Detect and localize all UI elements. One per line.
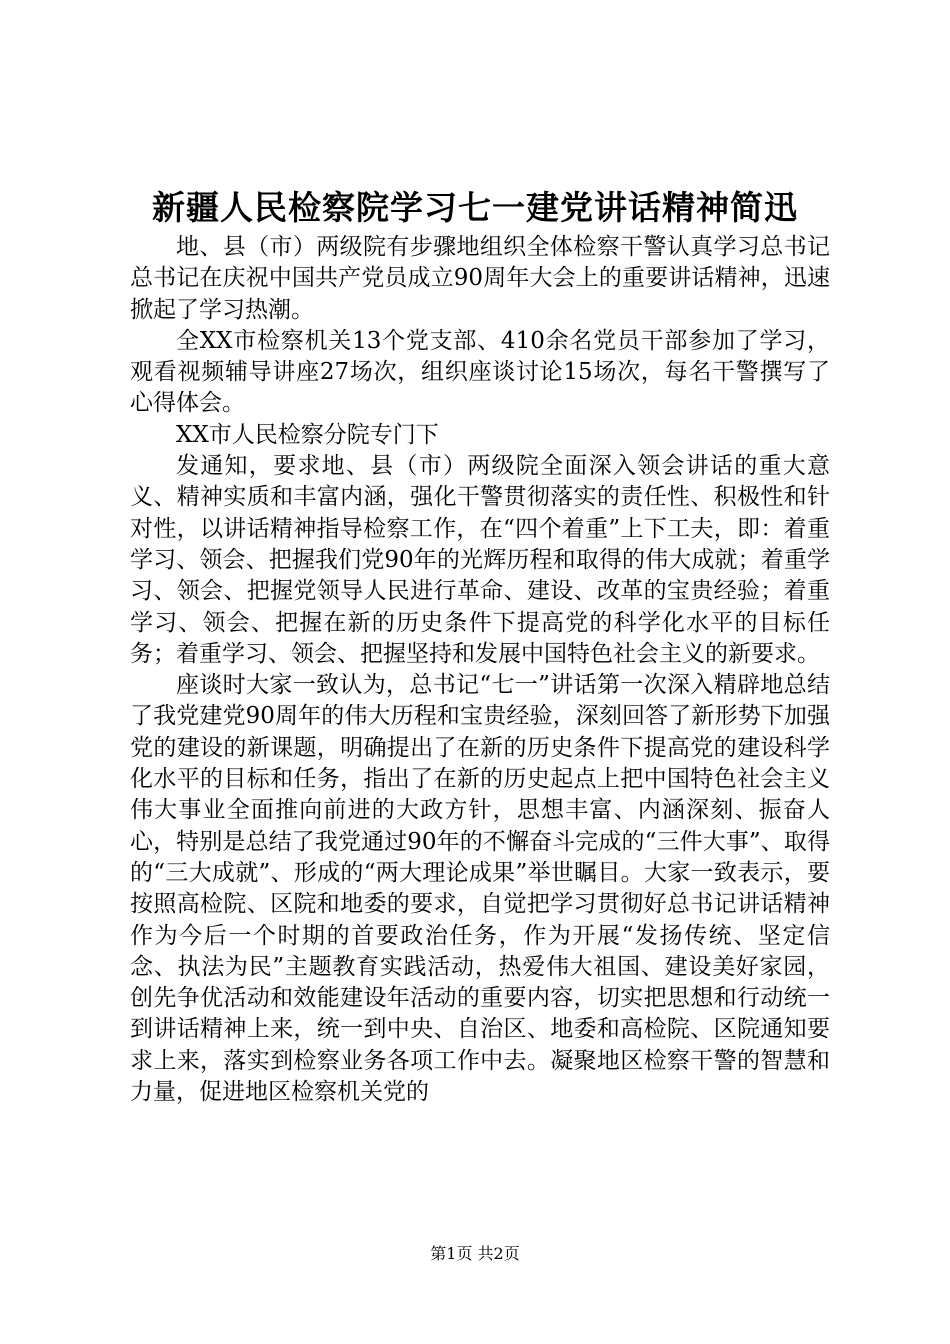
paragraph: 座谈时大家一致认为，总书记“七一”讲话第一次深入精辟地总结了我党建党90周年的伟大历程和宝贵经验，深刻回答了新形势下加强党的建设的新课题，明确提出了在新的历史条件下提高党的建设科学化水平的目标和任务，指出了在新的历史起点上把中国特色社会主义伟大事业全面推向前进的大政方针，思想丰富、内涵深刻、振奋人心，特别是总结了我党通过90年的不懈奋斗完成的“三件大事”、取得的“三大成就”、形成的“两大理论成果”举世瞩目。大家一致表示，要按照高检院、区院和地委的要求，自觉把学习贯彻好总书记讲话精神作为今后一个时期的首要政治任务，作为开展“发扬传统、坚定信念、执法为民”主题教育实践活动，热爱伟大祖国、建设美好家园，创先争优活动和效能建设年活动的重要内容，切实把思想和行动统一到讲话精神上来，统一到中央、自治区、地委和高检院、区院通知要求上来，落实到检察业务各项工作中去。凝聚地区检察干警的智慧和力量，促进地区检察机关党的 — [130, 672, 830, 1106]
page-footer: 第1页 共2页 — [430, 1244, 520, 1263]
paragraph: XX市人民检察分院专门下 — [176, 421, 439, 448]
document-body — [130, 232, 830, 1108]
paragraph: 发通知，要求地、县（市）两级院全面深入领会讲话的重大意义、精神实质和丰富内涵，强化干警贯彻落实的责任性、积极性和针对性，以讲话精神指导检察工作，在“四个着重”上下工夫，即：着重学习、领会、把握我们党90年的光辉历程和取得的伟大成就；着重学习、领会、把握党领导人民进行革命、建设、改革的宝贵经验；着重学习、领会、把握在新的历史条件下提高党的科学化水平的目标任务；着重学习、领会、把握坚持和发展中国特色社会主义的新要求。 — [130, 453, 830, 667]
paragraph: 全XX市检察机关13个党支部、410余名党员干部参加了学习，观看视频辅导讲座27场次，组织座谈讨论15场次，每名干警撰写了心得体会。 — [130, 327, 830, 417]
paragraph: 地、县（市）两级院有步骤地组织全体检察干警认真学习总书记总书记在庆祝中国共产党员成立90周年大会上的重要讲话精神，迅速掀起了学习热潮。 — [130, 234, 830, 323]
document-title: 新疆人民检察院学习七一建党讲话精神简迅 — [152, 188, 798, 227]
